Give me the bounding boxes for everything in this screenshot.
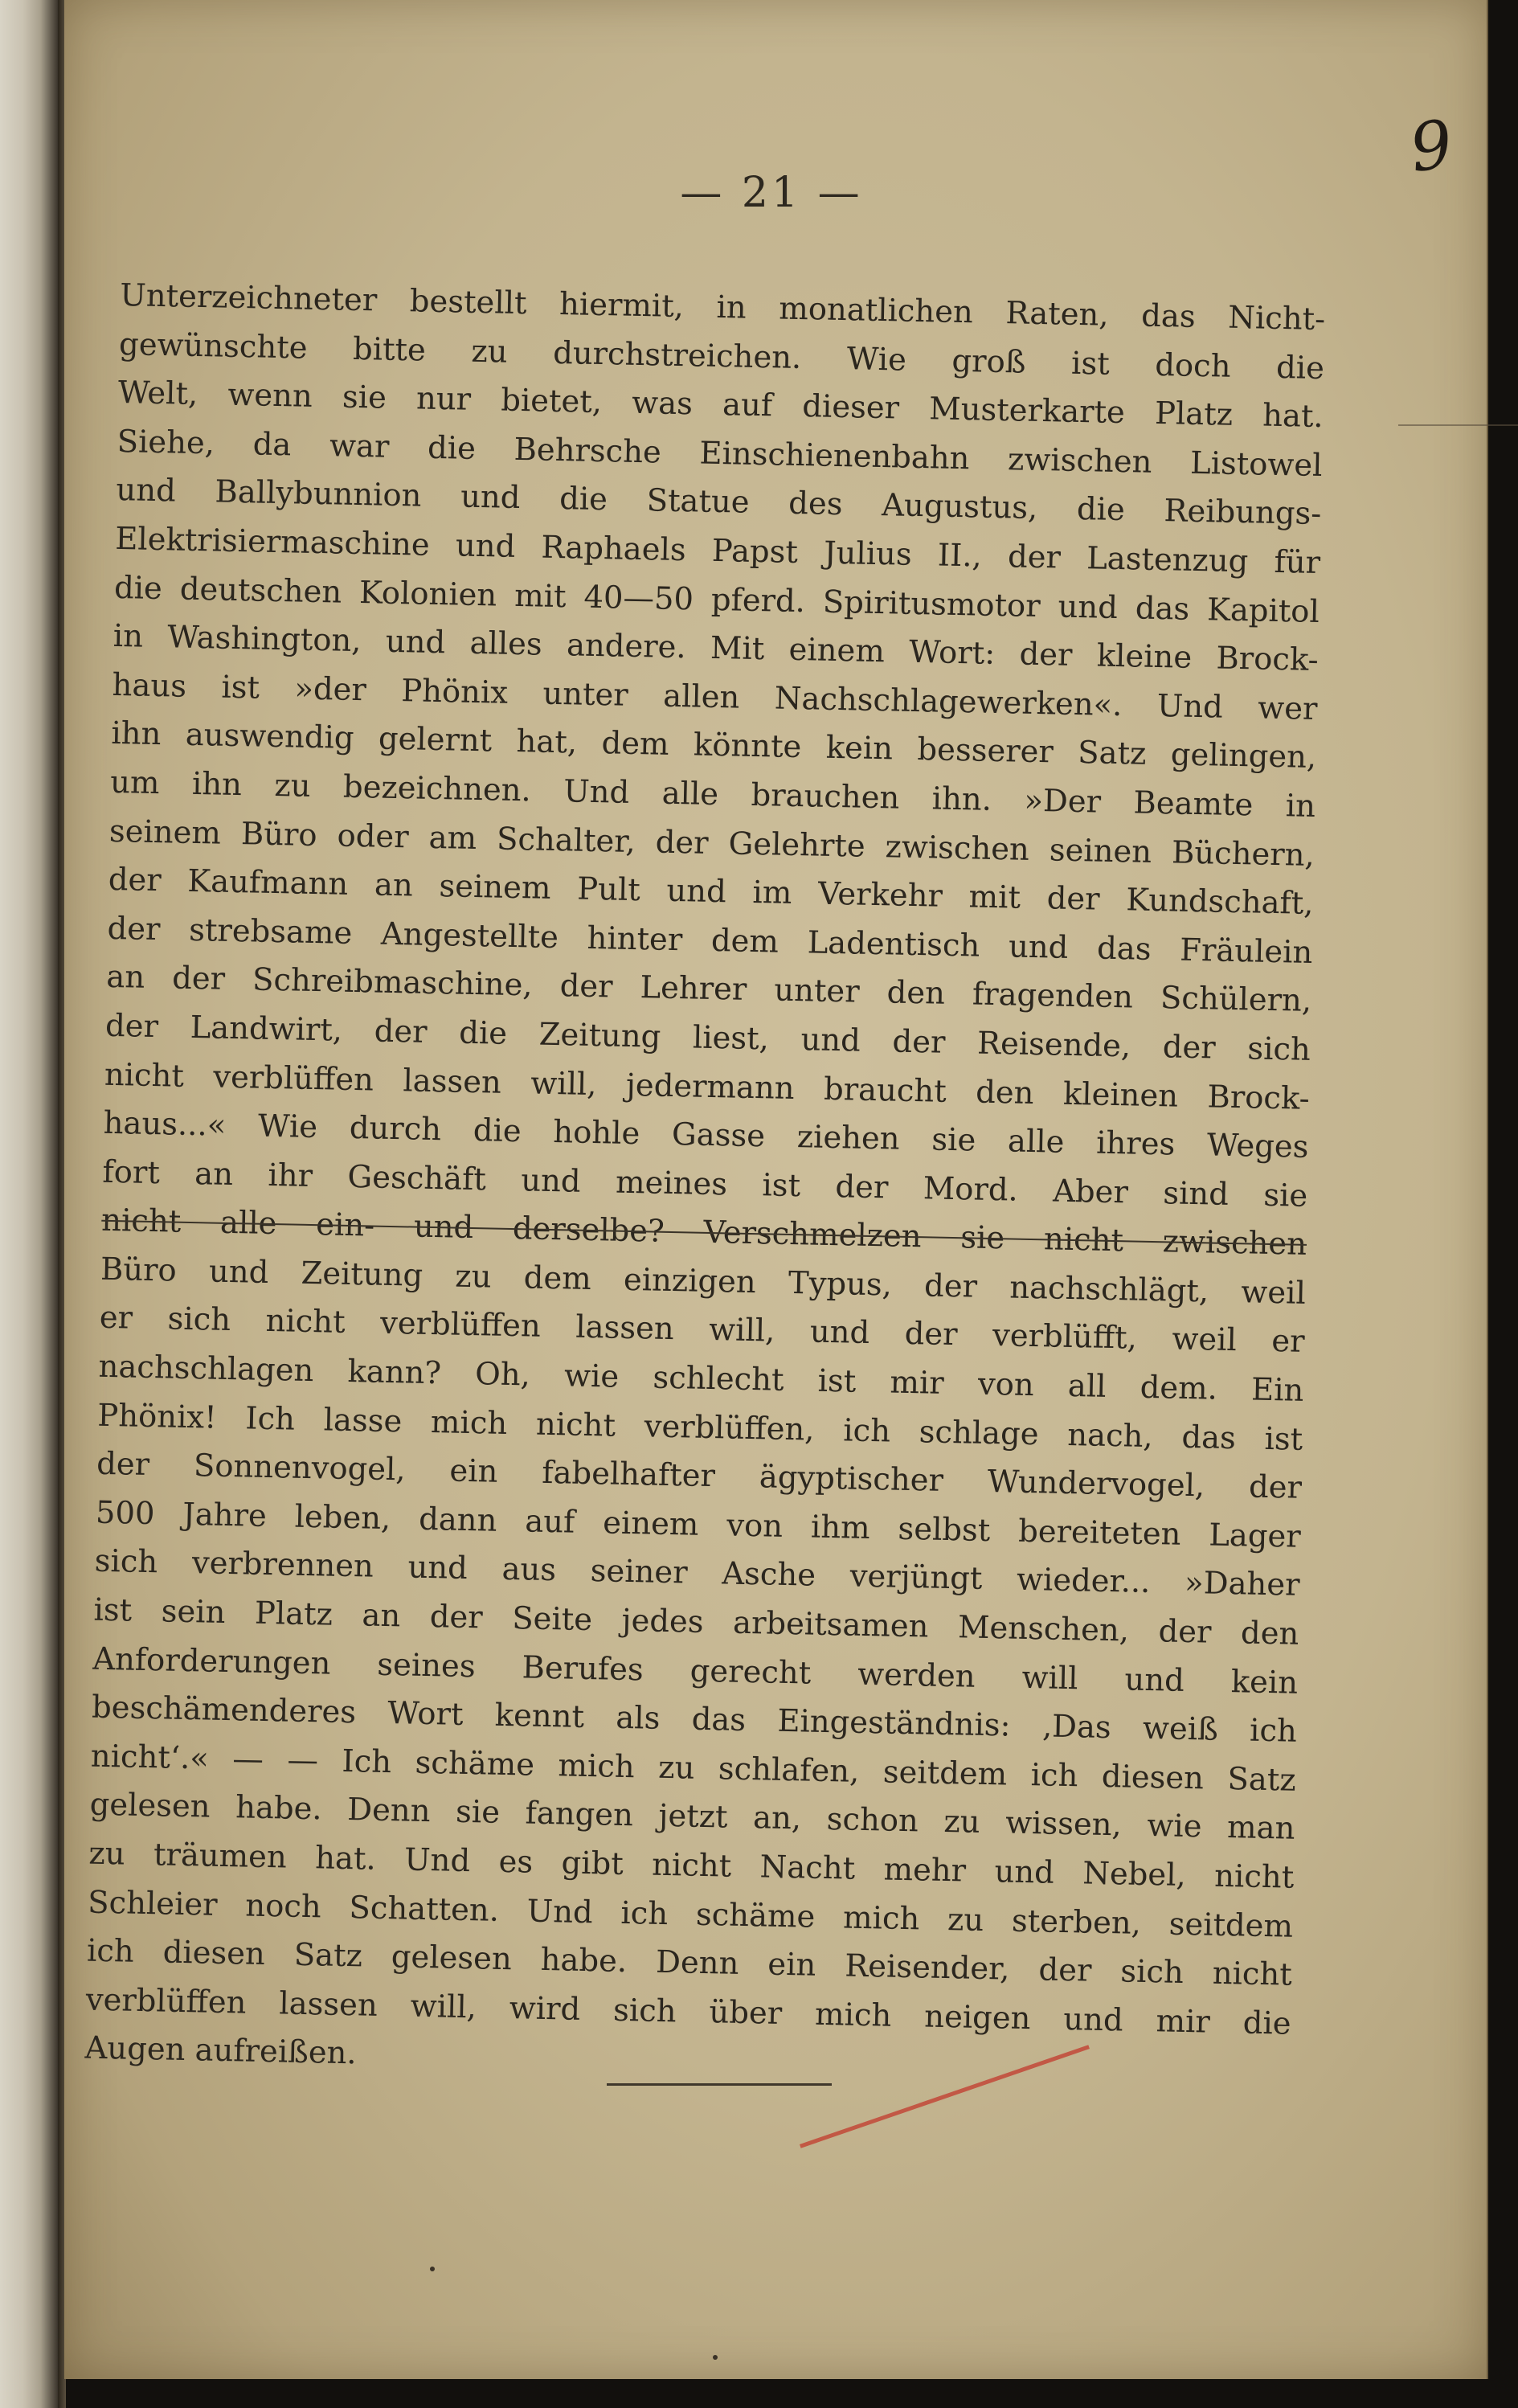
text-line: die deutschen Kolonien mit 40—50 pferd. Spiritusmotor und das Kapitol bbox=[113, 569, 1320, 630]
text-line: nicht verblüffen lassen will, jedermann braucht den kleinen Brock- bbox=[104, 1056, 1311, 1117]
end-rule bbox=[607, 2083, 832, 2086]
text-line: zu träumen hat. Und es gibt nicht Nacht mehr und Nebel, nicht bbox=[88, 1835, 1295, 1896]
text-line: sich verbrennen und aus seiner Asche verjüngt wieder... »Daher bbox=[94, 1543, 1300, 1604]
text-line: haus...« Wie durch die hohle Gasse ziehen sie alle ihres Weges bbox=[103, 1104, 1309, 1165]
text-line: an der Schreibmaschine, der Lehrer unter den fragenden Schülern, bbox=[105, 959, 1312, 1020]
paper-page bbox=[64, 0, 1488, 2379]
text-line: Elektrisiermaschine und Raphaels Papst Julius II., der Lastenzug für bbox=[114, 520, 1321, 582]
text-line: ich diesen Satz gelesen habe. Denn ein Reisender, der sich nicht bbox=[86, 1932, 1293, 1993]
text-line: seinem Büro oder am Schalter, der Gelehrte zwischen seinen Büchern, bbox=[108, 813, 1315, 874]
text-line: um ihn zu bezeichnen. Und alle brauchen ihn. »Der Beamte in bbox=[109, 764, 1316, 825]
text-line: Welt, wenn sie nur bietet, was auf dieser Musterkarte Platz hat. bbox=[117, 375, 1324, 436]
text-line: nachschlagen kann? Oh, wie schlecht ist mir von all dem. Ein bbox=[98, 1348, 1304, 1409]
text-line: Augen aufreißen. bbox=[84, 2029, 358, 2072]
text-line: Büro und Zeitung zu dem einzigen Typus, der nachschlägt, weil bbox=[100, 1251, 1307, 1312]
text-line: gewünschte bitte zu durchstreichen. Wie groß ist doch die bbox=[118, 326, 1325, 387]
paper-speck bbox=[430, 2267, 435, 2271]
text-line: 500 Jahre leben, dann auf einem von ihm selbst bereiteten Lager bbox=[95, 1494, 1302, 1555]
text-line: haus ist »der Phönix unter allen Nachschlagewerken«. Und wer bbox=[112, 666, 1318, 727]
text-line: ist sein Platz an der Seite jedes arbeitsamen Menschen, der den bbox=[93, 1591, 1299, 1652]
struck-text-line: nicht alle ein- und derselbe? Verschmelzen sie nicht zwischen bbox=[100, 1202, 1307, 1263]
text-line: der Sonnenvogel, ein fabelhafter ägyptischer Wundervogel, der bbox=[96, 1445, 1303, 1507]
text-line: fort an ihr Geschäft und meines ist der Mord. Aber sind sie bbox=[102, 1153, 1308, 1214]
text-line: verblüffen lassen will, wird sich über mich neigen und mir die bbox=[85, 1981, 1291, 2042]
pencil-mark bbox=[1398, 424, 1518, 426]
text-line: Siehe, da war die Behrsche Einschienenbahn zwischen Listowel bbox=[117, 423, 1323, 484]
page-number: — 21 — bbox=[680, 169, 863, 217]
text-line: in Washington, und alles andere. Mit einem Wort: der kleine Brock- bbox=[113, 618, 1320, 679]
text-line: gelesen habe. Denn sie fangen jetzt an, schon zu wissen, wie man bbox=[89, 1787, 1295, 1848]
text-line: der Kaufmann an seinem Pult und im Verkehr mit der Kundschaft, bbox=[108, 861, 1314, 923]
text-line: der Landwirt, der die Zeitung liest, und der Reisende, der sich bbox=[104, 1007, 1311, 1068]
text-line: Phönix! Ich lasse mich nicht verblüffen, ich schlage nach, das ist bbox=[96, 1397, 1303, 1458]
book-spine bbox=[0, 0, 58, 2408]
handwritten-archive-number: 9 bbox=[1405, 105, 1458, 188]
body-text bbox=[84, 272, 1326, 2098]
paper-speck bbox=[713, 2355, 718, 2360]
text-line: beschämenderes Wort kennt als das Eingeständnis: ‚Das weiß ich bbox=[91, 1689, 1298, 1750]
text-line: Anforderungen seines Berufes gerecht werden will und kein bbox=[92, 1640, 1299, 1702]
text-line: und Ballybunnion und die Statue des Augustus, die Reibungs- bbox=[116, 472, 1322, 533]
text-line: Unterzeichneter bestellt hiermit, in monatlichen Raten, das Nicht- bbox=[119, 276, 1326, 338]
text-line: nicht‘.« — — Ich schäme mich zu schlafen, seitdem ich diesen Satz bbox=[90, 1738, 1297, 1799]
text-line: der strebsame Angestellte hinter dem Ladentisch und das Fräulein bbox=[107, 910, 1313, 971]
text-line: er sich nicht verblüffen lassen will, und der verblüfft, weil er bbox=[99, 1300, 1306, 1361]
text-line: Schleier noch Schatten. Und ich schäme mich zu sterben, seitdem bbox=[87, 1884, 1294, 1945]
text-line: ihn auswendig gelernt hat, dem könnte kein besserer Satz gelingen, bbox=[111, 715, 1317, 776]
